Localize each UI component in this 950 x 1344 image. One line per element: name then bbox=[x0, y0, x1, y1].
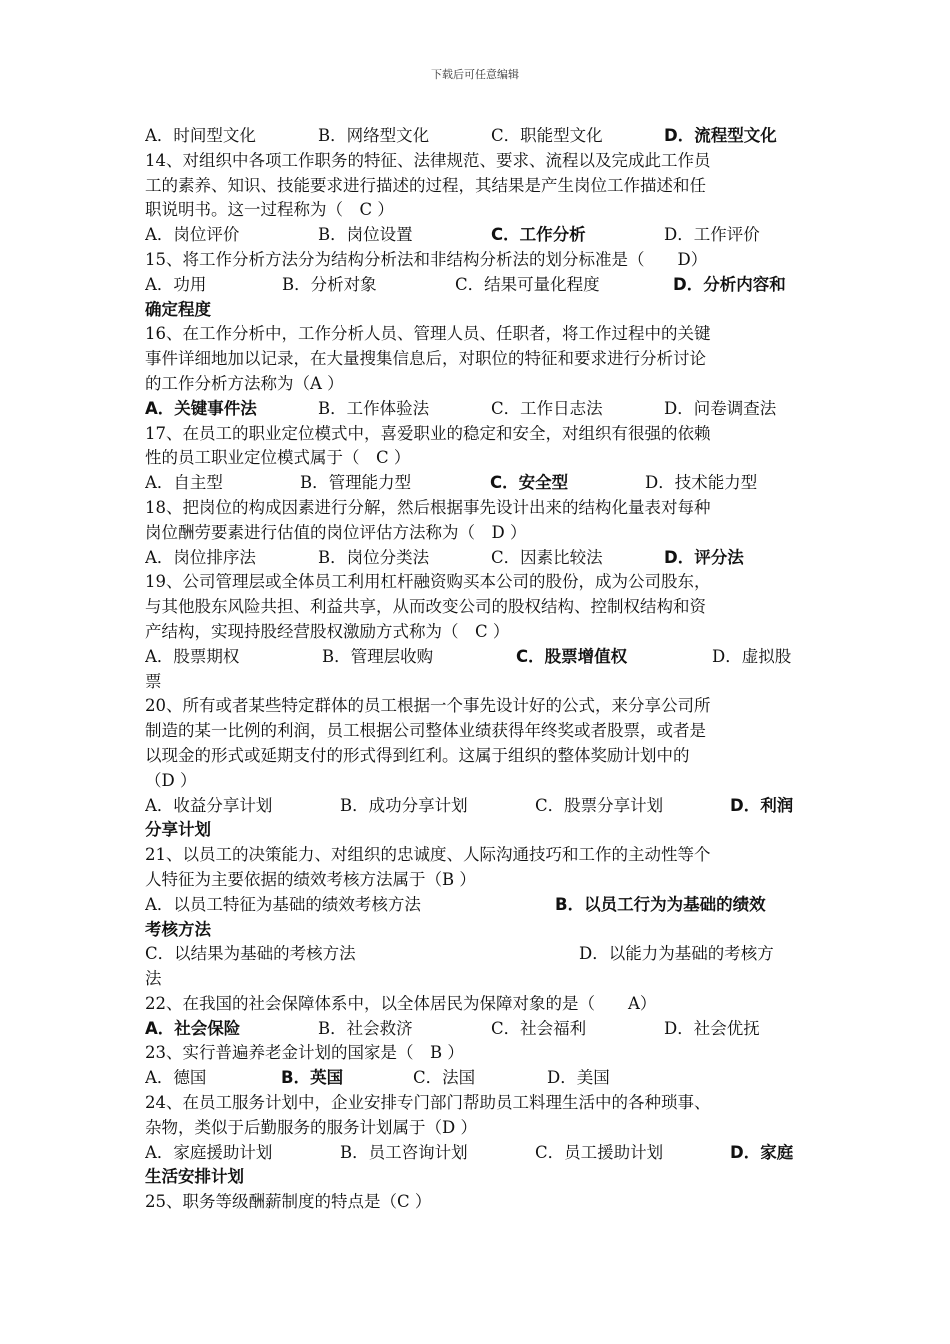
answer-option: C．法国 bbox=[413, 1068, 476, 1088]
text-line: 岗位酬劳要素进行估值的岗位评估方法称为（ D ） bbox=[145, 522, 527, 542]
answer-option: C．工作日志法 bbox=[491, 398, 603, 418]
answer-option-correct: D．评分法 bbox=[664, 547, 744, 567]
bold-text-line: 生活安排计划 bbox=[145, 1167, 244, 1187]
text-line: 性的员工职业定位模式属于（ C ） bbox=[145, 448, 411, 468]
answer-option: C．员工援助计划 bbox=[535, 1142, 664, 1162]
answer-option: C．结果可量化程度 bbox=[455, 274, 600, 294]
text-line: 的工作分析方法称为（A ） bbox=[145, 373, 344, 393]
answer-options-line bbox=[145, 546, 807, 571]
text-line: 制造的某一比例的利润，员工根据公司整体业绩获得年终奖或者股票，或者是 bbox=[145, 721, 706, 741]
text-line: 14、对组织中各项工作职务的特征、法律规范、要求、流程以及完成此工作员 bbox=[145, 150, 711, 170]
answer-option: B．社会救济 bbox=[318, 1018, 413, 1038]
answer-option: A．岗位排序法 bbox=[145, 547, 256, 567]
text-line: 16、在工作分析中，工作分析人员、管理人员、任职者，将工作过程中的关键 bbox=[145, 324, 711, 344]
answer-option: A．功用 bbox=[145, 274, 207, 294]
answer-option: B．网络型文化 bbox=[318, 126, 430, 145]
text-line: 21、以员工的决策能力、对组织的忠诚度、人际沟通技巧和工作的主动性等个 bbox=[145, 845, 711, 865]
text-line: 18、把岗位的构成因素进行分解，然后根据事先设计出来的结构化量表对每种 bbox=[145, 497, 711, 517]
page-header: 下载后可任意编辑 bbox=[431, 68, 519, 81]
answer-option: D．美国 bbox=[547, 1068, 610, 1088]
text-line: 24、在员工服务计划中，企业安排专门部门帮助员工料理生活中的各种琐事、 bbox=[145, 1093, 711, 1113]
answer-option: A．股票期权 bbox=[145, 646, 240, 666]
answer-option: D．问卷调查法 bbox=[664, 398, 777, 418]
answer-options-line bbox=[145, 1066, 807, 1091]
answer-option: B．管理能力型 bbox=[300, 473, 412, 493]
answer-option-correct: B．英国 bbox=[281, 1068, 344, 1088]
text-line: 人特征为主要依据的绩效考核方法属于（B ） bbox=[145, 869, 476, 889]
answer-option-correct: D．分析内容和 bbox=[673, 274, 786, 294]
answer-option-correct: D．利润 bbox=[730, 795, 794, 815]
answer-option-correct: B．以员工行为为基础的绩效 bbox=[555, 894, 766, 914]
answer-options-line bbox=[145, 124, 807, 149]
answer-options-line bbox=[145, 223, 807, 248]
text-line: 工的素养、知识、技能要求进行描述的过程，其结果是产生岗位工作描述和任 bbox=[145, 175, 706, 195]
answer-option-correct: C．工作分析 bbox=[491, 225, 586, 245]
answer-option: C．以结果为基础的考核方法 bbox=[145, 944, 356, 964]
text-line: 事件详细地加以记录，在大量搜集信息后，对职位的特征和要求进行分析讨论 bbox=[145, 349, 706, 369]
text-line: 19、公司管理层或全体员工利用杠杆融资购买本公司的股份，成为公司股东， bbox=[145, 572, 711, 592]
text-line: 杂物，类似于后勤服务的服务计划属于（D ） bbox=[145, 1117, 477, 1137]
document-body bbox=[145, 124, 807, 1215]
bold-text-line: 分享计划 bbox=[145, 820, 211, 840]
answer-option: D．社会优抚 bbox=[664, 1018, 760, 1038]
answer-option: D．工作评价 bbox=[664, 225, 760, 245]
answer-option: B．岗位设置 bbox=[318, 225, 413, 245]
answer-option: A．岗位评价 bbox=[145, 225, 240, 245]
answer-option-correct: C．股票增值权 bbox=[516, 646, 628, 666]
answer-options-line bbox=[145, 1017, 807, 1042]
answer-option: B．岗位分类法 bbox=[318, 547, 430, 567]
answer-option-correct: D．流程型文化 bbox=[664, 126, 777, 145]
text-line: 17、在员工的职业定位模式中，喜爱职业的稳定和安全，对组织有很强的依赖 bbox=[145, 423, 711, 443]
text-line: 23、实行普遍养老金计划的国家是（ B ） bbox=[145, 1043, 464, 1063]
answer-option: B．工作体验法 bbox=[318, 398, 430, 418]
answer-options-line bbox=[145, 273, 807, 298]
answer-options-line bbox=[145, 942, 807, 967]
answer-option: A．时间型文化 bbox=[145, 126, 256, 145]
answer-option: C．职能型文化 bbox=[491, 126, 603, 145]
text-line: 15、将工作分析方法分为结构分析法和非结构分析法的划分标准是（ D） bbox=[145, 249, 708, 269]
text-line: 法 bbox=[145, 969, 162, 989]
answer-options-line bbox=[145, 1141, 807, 1166]
answer-options-line bbox=[145, 471, 807, 496]
answer-options-line bbox=[145, 893, 807, 918]
text-line: 票 bbox=[145, 671, 162, 691]
bold-text-line: 考核方法 bbox=[145, 919, 211, 939]
answer-option: B．员工咨询计划 bbox=[340, 1142, 468, 1162]
answer-option: A．收益分享计划 bbox=[145, 795, 273, 815]
answer-option: D．以能力为基础的考核方 bbox=[579, 944, 774, 964]
answer-option: D．虚拟股 bbox=[712, 646, 792, 666]
text-line: 25、职务等级酬薪制度的特点是（C ） bbox=[145, 1192, 432, 1212]
answer-option: A．以员工特征为基础的绩效考核方法 bbox=[145, 894, 421, 914]
answer-option-correct: D．家庭 bbox=[730, 1142, 794, 1162]
text-line: 22、在我国的社会保障体系中，以全体居民为保障对象的是（ A） bbox=[145, 993, 657, 1013]
answer-option-correct: A．社会保险 bbox=[145, 1018, 241, 1038]
answer-option-correct: A．关键事件法 bbox=[145, 398, 257, 418]
answer-option: C．因素比较法 bbox=[491, 547, 603, 567]
text-line: 20、所有或者某些特定群体的员工根据一个事先设计好的公式，来分享公司所 bbox=[145, 696, 711, 716]
bold-text-line: 确定程度 bbox=[145, 299, 211, 319]
answer-option: B．管理层收购 bbox=[322, 646, 434, 666]
answer-option: C．股票分享计划 bbox=[535, 795, 664, 815]
answer-options-line bbox=[145, 645, 807, 670]
text-line: 与其他股东风险共担、利益共享，从而改变公司的股权结构、控制权结构和资 bbox=[145, 597, 706, 617]
answer-option: B．成功分享计划 bbox=[340, 795, 468, 815]
answer-option: C．社会福利 bbox=[491, 1018, 587, 1038]
answer-option: B．分析对象 bbox=[282, 274, 377, 294]
answer-option: D．技术能力型 bbox=[645, 473, 758, 493]
answer-options-line bbox=[145, 397, 807, 422]
answer-option: A．德国 bbox=[145, 1068, 207, 1088]
answer-option: A．家庭援助计划 bbox=[145, 1142, 273, 1162]
answer-option-correct: C．安全型 bbox=[490, 473, 569, 493]
text-line: 以现金的形式或延期支付的形式得到红利。这属于组织的整体奖励计划中的 bbox=[145, 745, 690, 765]
answer-options-line bbox=[145, 794, 807, 819]
text-line: 职说明书。这一过程称为（ C ） bbox=[145, 200, 394, 220]
answer-option: A．自主型 bbox=[145, 473, 223, 493]
text-line: （D ） bbox=[145, 770, 197, 790]
text-line: 产结构，实现持股经营股权激励方式称为（ C ） bbox=[145, 621, 510, 641]
